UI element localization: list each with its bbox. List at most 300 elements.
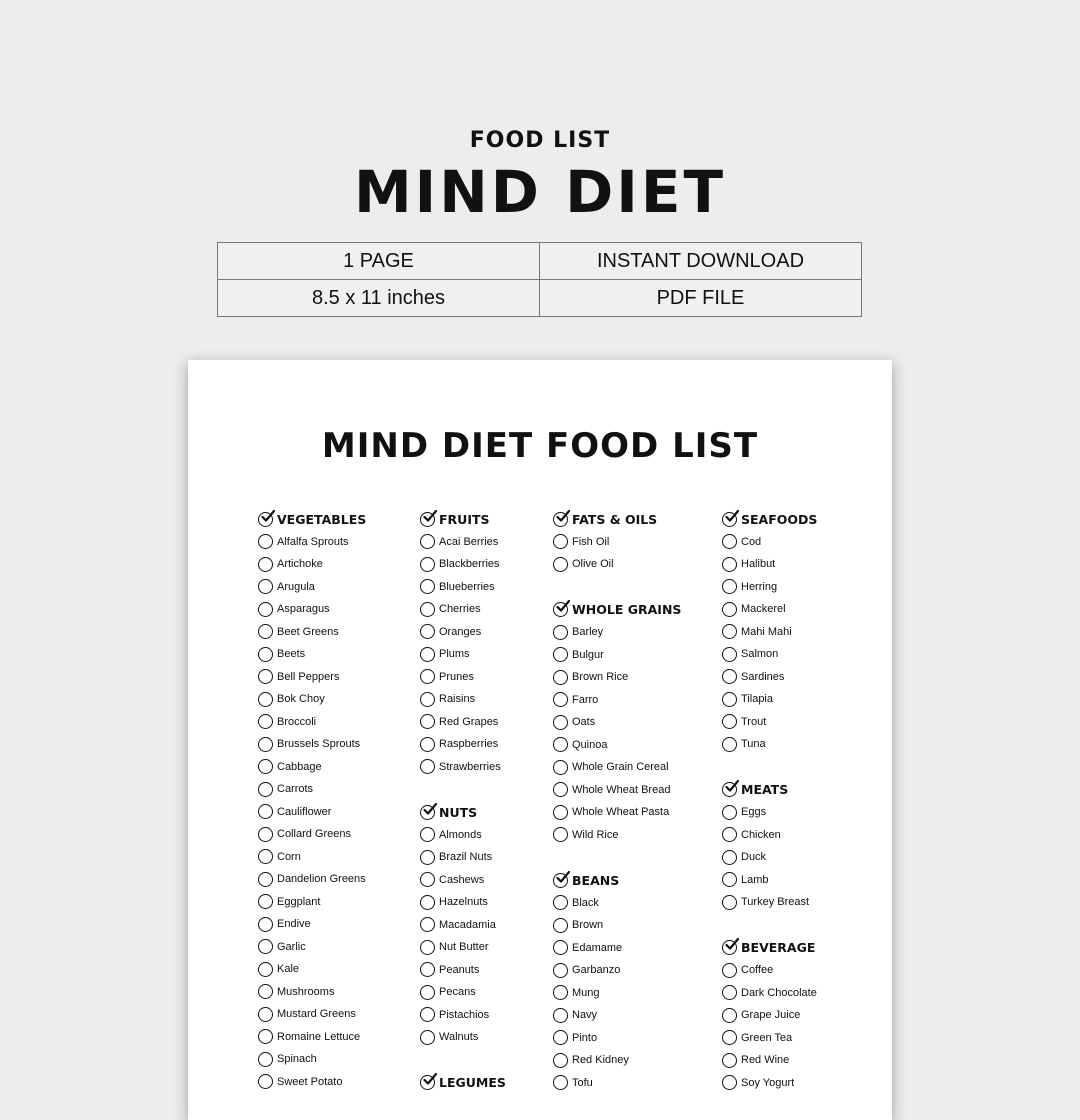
food-item (553, 756, 681, 779)
food-item-label: Arugula (277, 580, 315, 593)
food-item (420, 936, 506, 959)
food-item-label: Black (572, 896, 599, 909)
sheet-title: MIND DIET FOOD LIST (321, 426, 759, 466)
food-item-label: Garbanzo (572, 964, 621, 977)
food-item-label: Garlic (277, 940, 306, 953)
food-item-label: Blueberries (439, 580, 495, 593)
food-item-label: Cherries (439, 603, 481, 616)
food-item (553, 1049, 681, 1072)
food-item-label: Barley (572, 626, 604, 639)
food-item (258, 1003, 366, 1026)
empty-circle-checkbox-icon (420, 1030, 435, 1045)
food-item (258, 846, 366, 869)
food-item (722, 576, 817, 599)
category-heading (258, 508, 366, 531)
food-item-label: Oranges (439, 625, 482, 638)
empty-circle-checkbox-icon (420, 827, 435, 842)
food-item-label: Mustard Greens (277, 1008, 356, 1021)
food-item (553, 1072, 681, 1095)
empty-circle-checkbox-icon (553, 895, 568, 910)
food-item (258, 913, 366, 936)
food-item-label: Brown (572, 919, 604, 932)
food-item-label: Artichoke (277, 558, 323, 571)
empty-circle-checkbox-icon (420, 940, 435, 955)
empty-circle-checkbox-icon (258, 804, 273, 819)
empty-circle-checkbox-icon (553, 805, 568, 820)
food-item (420, 891, 506, 914)
empty-circle-checkbox-icon (420, 737, 435, 752)
food-item (420, 598, 506, 621)
category-seafoods (722, 508, 817, 756)
empty-circle-checkbox-icon (553, 1075, 568, 1090)
food-item (258, 756, 366, 779)
empty-circle-checkbox-icon (258, 534, 273, 549)
column-1 (258, 508, 366, 1116)
empty-circle-checkbox-icon (420, 872, 435, 887)
empty-circle-checkbox-icon (420, 602, 435, 617)
empty-circle-checkbox-icon (722, 963, 737, 978)
food-item-label: Green Tea (741, 1031, 793, 1044)
food-item (553, 959, 681, 982)
food-item (553, 689, 681, 712)
empty-circle-checkbox-icon (258, 669, 273, 684)
food-item (722, 688, 817, 711)
food-item (420, 688, 506, 711)
food-item (722, 1072, 817, 1095)
food-item (722, 846, 817, 869)
food-item (722, 891, 817, 914)
food-item-label: Edamame (572, 941, 623, 954)
food-item (722, 824, 817, 847)
food-item-label: Herring (741, 580, 778, 593)
food-item (553, 1027, 681, 1050)
empty-circle-checkbox-icon (722, 647, 737, 662)
food-item-label: Whole Wheat Pasta (572, 806, 670, 819)
food-item (258, 576, 366, 599)
food-item-label: Mackerel (741, 603, 786, 616)
empty-circle-checkbox-icon (553, 647, 568, 662)
checked-circle-icon (722, 782, 737, 797)
food-item-label: Hazelnuts (439, 896, 488, 909)
empty-circle-checkbox-icon (553, 827, 568, 842)
empty-circle-checkbox-icon (420, 917, 435, 932)
empty-circle-checkbox-icon (722, 827, 737, 842)
food-item (258, 958, 366, 981)
food-item (420, 576, 506, 599)
food-item-label: Brown Rice (572, 671, 629, 684)
food-item-label: Carrots (277, 783, 314, 796)
empty-circle-checkbox-icon (258, 984, 273, 999)
empty-circle-checkbox-icon (553, 1008, 568, 1023)
empty-circle-checkbox-icon (553, 963, 568, 978)
checked-circle-icon (258, 512, 273, 527)
food-item-label: Turkey Breast (741, 896, 810, 909)
category-legumes (420, 1072, 506, 1095)
food-item-label: Alfalfa Sprouts (277, 535, 349, 548)
food-item (553, 644, 681, 667)
empty-circle-checkbox-icon (553, 692, 568, 707)
column-4 (722, 508, 817, 1117)
category-heading-label: LEGUMES (439, 1075, 506, 1091)
food-item (258, 733, 366, 756)
food-item-label: Romaine Lettuce (277, 1030, 361, 1043)
food-item-label: Soy Yogurt (741, 1076, 795, 1089)
food-item-label: Pecans (439, 986, 476, 999)
food-item (420, 553, 506, 576)
empty-circle-checkbox-icon (420, 557, 435, 572)
food-item-label: Quinoa (572, 738, 608, 751)
food-item (420, 733, 506, 756)
food-item-label: Mushrooms (277, 985, 335, 998)
empty-circle-checkbox-icon (553, 715, 568, 730)
empty-circle-checkbox-icon (553, 534, 568, 549)
food-item-label: Cabbage (277, 760, 322, 773)
category-heading (553, 869, 681, 892)
food-item-label: Whole Wheat Bread (572, 783, 671, 796)
food-item-label: Oats (572, 716, 596, 729)
category-nuts (420, 801, 506, 1049)
category-heading (420, 801, 506, 824)
column-3 (553, 508, 681, 1117)
page-title: MIND DIET (353, 158, 727, 226)
empty-circle-checkbox-icon (420, 895, 435, 910)
food-item-label: Chicken (741, 828, 781, 841)
food-item-label: Tilapia (741, 693, 773, 706)
empty-circle-checkbox-icon (258, 894, 273, 909)
food-item-label: Eggs (741, 806, 767, 819)
food-item-label: Walnuts (439, 1031, 479, 1044)
empty-circle-checkbox-icon (258, 579, 273, 594)
food-item-label: Coffee (741, 964, 774, 977)
food-item (722, 733, 817, 756)
food-item (420, 869, 506, 892)
empty-circle-checkbox-icon (553, 670, 568, 685)
empty-circle-checkbox-icon (722, 985, 737, 1000)
food-item (258, 823, 366, 846)
food-item (258, 531, 366, 554)
empty-circle-checkbox-icon (258, 782, 273, 797)
food-item (722, 621, 817, 644)
category-heading-label: FRUITS (439, 511, 490, 527)
empty-circle-checkbox-icon (420, 1007, 435, 1022)
food-item (258, 981, 366, 1004)
empty-circle-checkbox-icon (553, 625, 568, 640)
food-item-label: Collard Greens (277, 828, 351, 841)
empty-circle-checkbox-icon (553, 557, 568, 572)
food-item-label: Macadamia (439, 918, 496, 931)
food-item (420, 666, 506, 689)
food-item-label: Kale (277, 963, 300, 976)
empty-circle-checkbox-icon (553, 1053, 568, 1068)
empty-circle-checkbox-icon (258, 1052, 273, 1067)
product-info-table (217, 242, 862, 317)
empty-circle-checkbox-icon (553, 760, 568, 775)
food-item (420, 643, 506, 666)
empty-circle-checkbox-icon (258, 849, 273, 864)
empty-circle-checkbox-icon (722, 1075, 737, 1090)
empty-circle-checkbox-icon (722, 579, 737, 594)
category-heading-label: MEATS (741, 782, 789, 798)
empty-circle-checkbox-icon (420, 647, 435, 662)
food-item (420, 531, 506, 554)
empty-circle-checkbox-icon (258, 1029, 273, 1044)
empty-circle-checkbox-icon (722, 895, 737, 910)
category-heading-label: NUTS (439, 804, 478, 820)
food-item (722, 711, 817, 734)
food-item (722, 531, 817, 554)
empty-circle-checkbox-icon (722, 1030, 737, 1045)
food-item (420, 914, 506, 937)
category-fats-oils (553, 508, 681, 576)
food-item-label: Salmon (741, 648, 779, 661)
empty-circle-checkbox-icon (258, 872, 273, 887)
food-item (722, 666, 817, 689)
checked-circle-icon (553, 873, 568, 888)
food-item-label: Broccoli (277, 715, 317, 728)
food-item (553, 553, 681, 576)
empty-circle-checkbox-icon (722, 692, 737, 707)
food-item-label: Halibut (741, 558, 776, 571)
food-item-label: Mung (572, 986, 600, 999)
food-item (553, 711, 681, 734)
food-item-label: Dark Chocolate (741, 986, 817, 999)
food-item-label: Peanuts (439, 963, 480, 976)
food-item-label: Blackberries (439, 558, 500, 571)
category-whole-grains (553, 599, 681, 847)
food-item-label: Sardines (741, 670, 785, 683)
food-item (258, 868, 366, 891)
info-size: 8.5 x 11 inches (218, 280, 540, 317)
category-heading-label: FATS & OILS (572, 511, 658, 527)
empty-circle-checkbox-icon (722, 850, 737, 865)
empty-circle-checkbox-icon (722, 737, 737, 752)
food-item-label: Raspberries (439, 738, 499, 751)
empty-circle-checkbox-icon (258, 714, 273, 729)
empty-circle-checkbox-icon (722, 624, 737, 639)
food-item-label: Pistachios (439, 1008, 490, 1021)
food-item (722, 959, 817, 982)
empty-circle-checkbox-icon (722, 872, 737, 887)
food-item (258, 598, 366, 621)
category-heading (553, 599, 681, 622)
empty-circle-checkbox-icon (722, 714, 737, 729)
food-item-label: Nut Butter (439, 941, 489, 954)
checked-circle-icon (420, 1075, 435, 1090)
category-meats (722, 779, 817, 914)
food-item-label: Red Wine (741, 1054, 790, 1067)
food-item-label: Sweet Potato (277, 1075, 343, 1088)
food-item-label: Duck (741, 851, 767, 864)
checked-circle-icon (420, 805, 435, 820)
food-item-label: Mahi Mahi (741, 625, 792, 638)
food-item (258, 936, 366, 959)
food-item-label: Cashews (439, 873, 485, 886)
empty-circle-checkbox-icon (258, 602, 273, 617)
food-item-label: Grape Juice (741, 1009, 801, 1022)
food-item (258, 1026, 366, 1049)
empty-circle-checkbox-icon (420, 692, 435, 707)
category-heading (420, 1072, 506, 1095)
food-item (420, 981, 506, 1004)
empty-circle-checkbox-icon (258, 1074, 273, 1089)
food-item (258, 688, 366, 711)
food-item-label: Corn (277, 850, 301, 863)
food-item (420, 1004, 506, 1027)
empty-circle-checkbox-icon (420, 669, 435, 684)
category-heading (722, 937, 817, 960)
food-item-label: Eggplant (277, 895, 321, 908)
food-item-label: Bok Choy (277, 693, 325, 706)
food-item (553, 801, 681, 824)
empty-circle-checkbox-icon (722, 534, 737, 549)
category-heading-label: BEANS (572, 872, 620, 888)
food-item-label: Spinach (277, 1053, 317, 1066)
food-item-label: Cod (741, 535, 762, 548)
empty-circle-checkbox-icon (258, 939, 273, 954)
food-item-label: Wild Rice (572, 828, 619, 841)
info-format: PDF FILE (540, 280, 862, 317)
empty-circle-checkbox-icon (722, 1008, 737, 1023)
food-item (420, 1026, 506, 1049)
empty-circle-checkbox-icon (420, 534, 435, 549)
empty-circle-checkbox-icon (258, 624, 273, 639)
empty-circle-checkbox-icon (258, 647, 273, 662)
food-item-label: Bell Peppers (277, 670, 340, 683)
empty-circle-checkbox-icon (420, 985, 435, 1000)
food-item-label: Whole Grain Cereal (572, 761, 669, 774)
empty-circle-checkbox-icon (553, 918, 568, 933)
food-item (553, 892, 681, 915)
food-item (722, 1004, 817, 1027)
food-item-label: Red Grapes (439, 715, 499, 728)
category-heading-label: VEGETABLES (277, 511, 367, 527)
food-item (420, 711, 506, 734)
info-pages: 1 PAGE (218, 243, 540, 280)
page-subtitle: FOOD LIST (469, 128, 611, 153)
category-vegetables (258, 508, 366, 1093)
food-item (258, 1071, 366, 1094)
empty-circle-checkbox-icon (258, 827, 273, 842)
food-item (258, 1048, 366, 1071)
food-item-label: Lamb (741, 873, 769, 886)
empty-circle-checkbox-icon (258, 917, 273, 932)
food-item (258, 553, 366, 576)
food-item (258, 801, 366, 824)
info-delivery: INSTANT DOWNLOAD (540, 243, 862, 280)
food-item (553, 779, 681, 802)
checked-circle-icon (722, 940, 737, 955)
empty-circle-checkbox-icon (553, 940, 568, 955)
food-item (553, 824, 681, 847)
empty-circle-checkbox-icon (420, 714, 435, 729)
food-item-label: Beets (277, 648, 306, 661)
food-item-label: Red Kidney (572, 1054, 629, 1067)
food-item (258, 666, 366, 689)
food-item-label: Tuna (741, 738, 766, 751)
category-heading-label: WHOLE GRAINS (572, 602, 682, 618)
food-item (553, 734, 681, 757)
food-item-label: Navy (572, 1009, 598, 1022)
checked-circle-icon (420, 512, 435, 527)
food-item-label: Bulgur (572, 648, 604, 661)
empty-circle-checkbox-icon (420, 759, 435, 774)
category-beverage (722, 937, 817, 1095)
empty-circle-checkbox-icon (258, 759, 273, 774)
empty-circle-checkbox-icon (553, 985, 568, 1000)
food-item-label: Acai Berries (439, 535, 499, 548)
category-fruits (420, 508, 506, 778)
empty-circle-checkbox-icon (258, 1007, 273, 1022)
empty-circle-checkbox-icon (420, 579, 435, 594)
food-item (553, 666, 681, 689)
empty-circle-checkbox-icon (722, 1053, 737, 1068)
food-item (722, 598, 817, 621)
food-item (420, 824, 506, 847)
food-item (553, 914, 681, 937)
food-item (420, 846, 506, 869)
empty-circle-checkbox-icon (722, 602, 737, 617)
food-item (722, 1027, 817, 1050)
empty-circle-checkbox-icon (258, 962, 273, 977)
checked-circle-icon (722, 512, 737, 527)
printable-sheet-preview (188, 360, 892, 1120)
food-item-label: Strawberries (439, 760, 501, 773)
food-item-label: Raisins (439, 693, 476, 706)
food-item-label: Almonds (439, 828, 482, 841)
food-item (722, 801, 817, 824)
empty-circle-checkbox-icon (722, 669, 737, 684)
category-heading-label: SEAFOODS (741, 511, 818, 527)
food-item (722, 1049, 817, 1072)
food-item-label: Asparagus (277, 603, 330, 616)
checked-circle-icon (553, 602, 568, 617)
food-item-label: Dandelion Greens (277, 873, 366, 886)
food-item-label: Pinto (572, 1031, 598, 1044)
food-item (553, 982, 681, 1005)
food-item (553, 621, 681, 644)
empty-circle-checkbox-icon (258, 692, 273, 707)
food-item (258, 778, 366, 801)
food-item (553, 937, 681, 960)
food-item-label: Tofu (572, 1076, 593, 1089)
empty-circle-checkbox-icon (553, 1030, 568, 1045)
category-heading (420, 508, 506, 531)
food-item-label: Brazil Nuts (439, 851, 493, 864)
empty-circle-checkbox-icon (420, 962, 435, 977)
food-item-label: Beet Greens (277, 625, 339, 638)
column-2 (420, 508, 506, 1117)
food-item (722, 869, 817, 892)
empty-circle-checkbox-icon (258, 737, 273, 752)
category-heading-label: BEVERAGE (741, 940, 816, 956)
food-item (420, 621, 506, 644)
food-item-label: Cauliflower (277, 805, 332, 818)
food-item-label: Prunes (439, 670, 474, 683)
category-heading (722, 508, 817, 531)
food-item (258, 643, 366, 666)
food-item-label: Brussels Sprouts (277, 738, 361, 751)
empty-circle-checkbox-icon (258, 557, 273, 572)
food-item-label: Fish Oil (572, 535, 610, 548)
category-heading (722, 779, 817, 802)
food-item (722, 553, 817, 576)
food-item (258, 891, 366, 914)
food-item-label: Farro (572, 693, 599, 706)
empty-circle-checkbox-icon (722, 805, 737, 820)
food-item (722, 643, 817, 666)
food-item-label: Endive (277, 918, 311, 931)
food-item (258, 621, 366, 644)
